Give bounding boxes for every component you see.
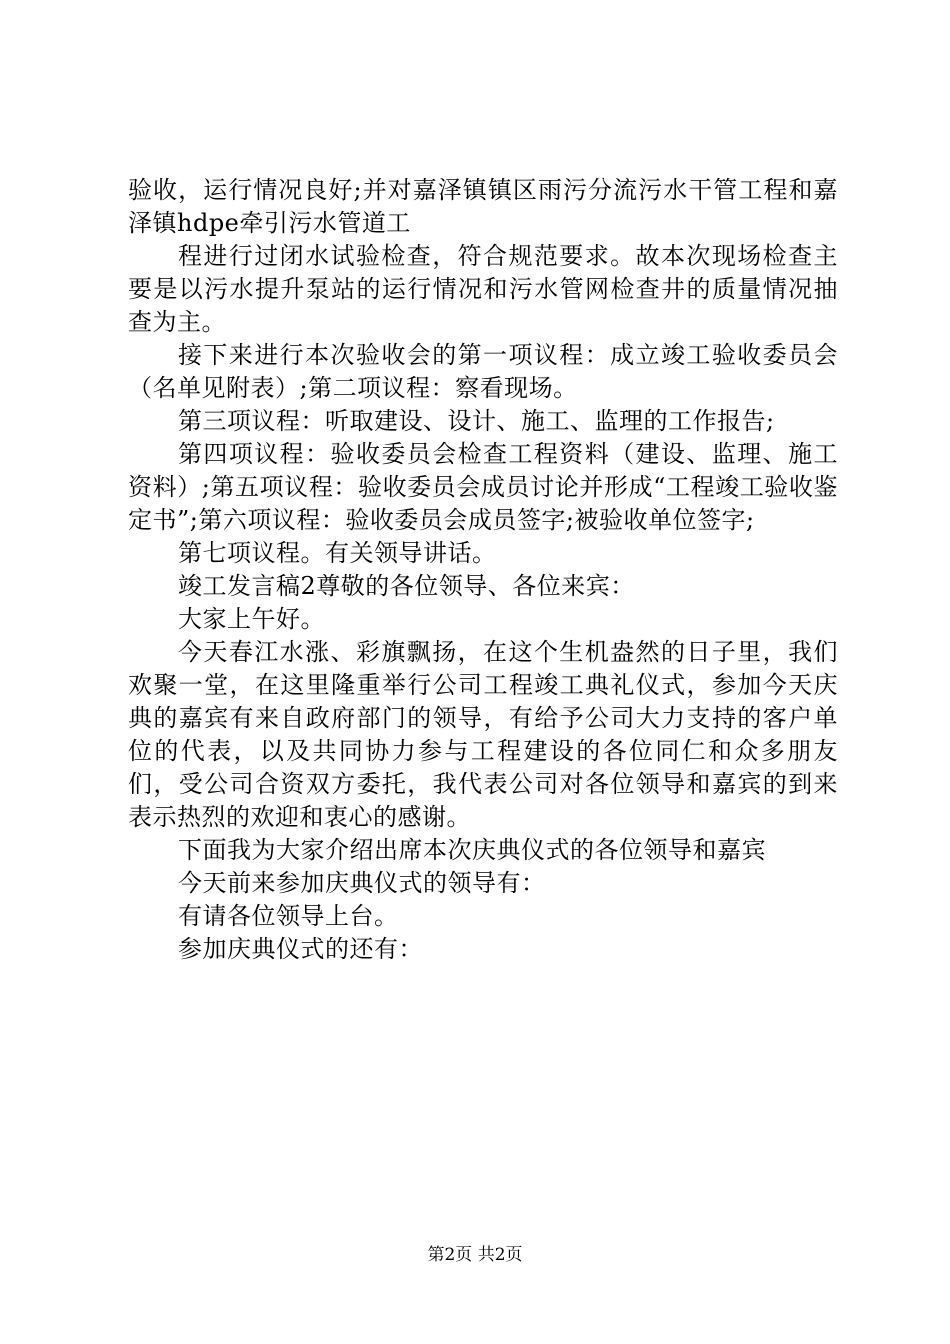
page-footer: 第2页 共2页 xyxy=(427,1245,523,1265)
paragraph-1: 验收，运行情况良好;并对嘉泽镇镇区雨污分流污水干管工程和嘉泽镇hdpe牵引污水管道工 xyxy=(128,176,838,237)
paragraph-12: 有请各位领导上台。 xyxy=(178,902,399,930)
paragraph-8: 大家上午好。 xyxy=(178,605,325,633)
paragraph-7: 竣工发言稿2尊敬的各位领导、各位来宾： xyxy=(178,572,635,600)
document-body xyxy=(128,174,838,966)
paragraph-6: 第七项议程。有关领导讲话。 xyxy=(178,539,497,567)
paragraph-2: 程进行过闭水试验检查，符合规范要求。故本次现场检查主要是以污水提升泵站的运行情况和污水管网检查井的质量情况抽查为主。 xyxy=(128,242,838,336)
paragraph-10: 下面我为大家介绍出席本次庆典仪式的各位领导和嘉宾 xyxy=(178,836,766,864)
paragraph-5: 第四项议程：验收委员会检查工程资料（建设、监理、施工资料）;第五项议程：验收委员会成员讨论并形成“工程竣工验收鉴定书”;第六项议程：验收委员会成员签字;被验收单位签字; xyxy=(128,440,838,534)
paragraph-3: 接下来进行本次验收会的第一项议程：成立竣工验收委员会（名单见附表）;第二项议程：察看现场。 xyxy=(128,341,838,402)
paragraph-13: 参加庆典仪式的还有： xyxy=(178,935,423,963)
paragraph-9: 今天春江水涨、彩旗飘扬，在这个生机盎然的日子里，我们欢聚一堂，在这里隆重举行公司工程竣工典礼仪式，参加今天庆典的嘉宾有来自政府部门的领导，有给予公司大力支持的客户单位的代表，以及共同协力参与工程建设的各位同仁和众多朋友们，受公司合资双方委托，我代表公司对各位领导和嘉宾的到来表示热烈的欢迎和衷心的感谢。 xyxy=(128,638,838,831)
paragraph-4: 第三项议程：听取建设、设计、施工、监理的工作报告; xyxy=(178,407,775,435)
paragraph-11: 今天前来参加庆典仪式的领导有： xyxy=(178,869,546,897)
